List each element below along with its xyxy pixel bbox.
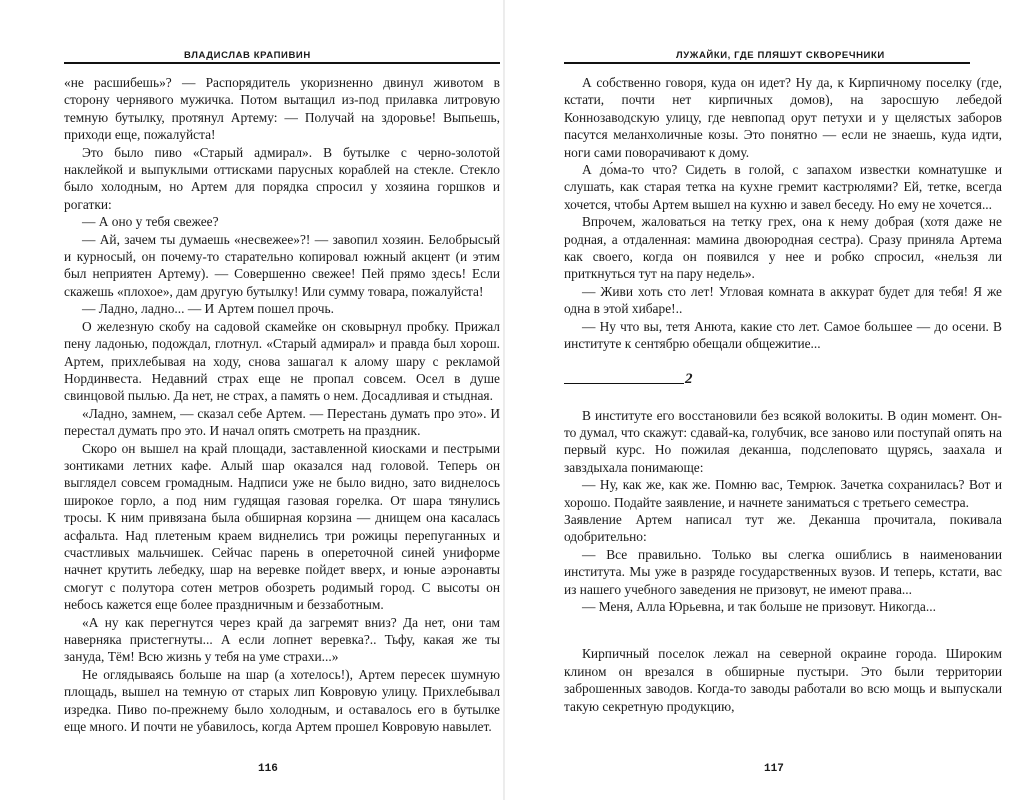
section-break — [564, 615, 1002, 645]
paragraph: В институте его восстановили без всякой волокиты. В один момент. Он-то думал, что скажут: сдавай-ка, голубчик, все заново или поступай опять на первый курс. Но пожилая деканша, подслеповато щурясь, заахала и завздыхала понимающе: — [564, 407, 1002, 475]
paragraph: О железную скобу на садовой скамейке он сковырнул пробку. Прижал пену ладонью, подождал, глотнул. «Старый адмирал» и правда был хорош. Артем, прихлебывая на ходу, снова зашагал к алому шару с рекламой Нординвеста. Недавний страх еще не пропал совсем. Осел в душе свинцовой пылью. Да нет, не страх, а память о нем. Досадливая и стыдная. — [64, 318, 500, 404]
page-number: 116 — [258, 763, 278, 775]
paragraph: — Ну, как же, как же. Помню вас, Темрюк. Зачетка сохранилась? Вот и хорошо. Подайте заявление, и начнете заниматься с третьего семестра. — [564, 477, 1002, 510]
chapter-rule — [564, 383, 684, 384]
paragraph: — Все правильно. Только вы слегка ошиблись в наименовании института. Мы уже в разряде государственных вузов. И теперь, кстати, вас из нашего учебного заведения не призовут, не имеют права... — [564, 546, 1002, 597]
paragraph: Скоро он вышел на край площади, заставленной киосками и пестрыми зонтиками летних кафе. Алый шар оказался над головой. Теперь он выглядел совсем громадным. Надписи уже не было видно, зато виднелось широкое горло, а под ним гудящая газовая горелка. От шара тянулись тросы. К ним привязана была обширная корзина — днищем она касалась асфальта. Над плетеным краем виднелись три рожицы перепуганных и счастливых мальчишек. Сейчас парень в опереточной синей униформе начнет крутить лебедку, шар на веревке пойдет вверх, и юные аэронавты смогут с полутора сотен метров обозреть родимый город. С высоты он небось кажется еще более праздничным и беззаботным. — [64, 440, 500, 613]
paragraph: Впрочем, жаловаться на тетку грех, она к нему добрая (хотя даже не родная, а отдаленная: мамина двоюродная сестра). Сразу приняла Артема как своего, когда он появился у нее и робко спросил, «нельзя ли приткнуться тут на пару недель». — [564, 214, 1002, 282]
left-page-text — [64, 74, 500, 735]
paragraph: А до́ма-то что? Сидеть в голой, с запахом известки комнатушке и слушать, как старая тетка на кухне гремит кастрюлями? Ей, тетке, всегда хочется, чтобы Артем вышел на кухню и завел беседу. Но ему не хочется... — [564, 162, 1002, 212]
left-running-head — [64, 46, 500, 64]
right-page — [540, 0, 1009, 800]
paragraph: Не оглядываясь больше на шар (а хотелось!), Артем пересек шумную площадь, вышел на темную от старых лип Ковровую улицу. Прихлебывал изредка. Пиво по-прежнему было холодным, и оставалось его в бутылке еще много. И почти не убавилось, когда Артем прошел Ковровую навылет. — [64, 666, 500, 735]
right-page-text — [564, 74, 1002, 715]
paragraph: Кирпичный поселок лежал на северной окраине города. Широким клином он врезался в обширные пустыри. Это были территории заброшенных заводов. Когда-то заводы работали во всю мощь и выпускали такую секретную продукцию, — [564, 646, 1002, 714]
paragraph: «Ладно, замнем, — сказал себе Артем. — Перестань думать про это». И перестал думать про это. И начал опять смотреть на праздник. — [64, 405, 500, 439]
chapter-number: 2 — [685, 370, 693, 387]
paragraph: «не расшибешь»? — Распорядитель укоризненно двинул животом в сторону чернявого мужичка. Потом вытащил из-под прилавка литровую темную бутылку, протянул Артему: — Получай на здоровье! Выпьешь, приходи еще, пожалуйста! — [64, 75, 500, 143]
paragraph: — А оно у тебя свежее? — [82, 214, 219, 230]
author-name: ВЛАДИСЛАВ КРАПИВИН — [184, 50, 311, 61]
paragraph: «А ну как перегнутся через край да загремят вниз? Да нет, они там наверняка пристегнуты... А если лопнет веревка?.. Тьфу, какая же ты зануда, Тём! Всю жизнь у тебя на уме страхи...» — [64, 614, 500, 665]
chapter-mark — [564, 369, 1002, 397]
paragraph: — Ладно, ладно... — И Артем пошел прочь. — [82, 301, 334, 317]
book-title: ЛУЖАЙКИ, ГДЕ ПЛЯШУТ СКВОРЕЧНИКИ — [676, 50, 885, 61]
page-number: 117 — [764, 763, 784, 775]
right-running-head — [564, 46, 970, 64]
paragraph: — Меня, Алла Юрьевна, и так больше не призовут. Никогда... — [582, 598, 936, 614]
left-page — [30, 0, 500, 800]
paragraph: А собственно говоря, куда он идет? Ну да, к Кирпичному поселку (где, кстати, почти нет кирпичных домов), на заросшую лебедой Коннозаводскую улицу, где невпопад орут петухи и у щелястых заборов пасутся меланхоличные козы. Это понятно — если не знаешь, куда идти, ноги сами поворачивают к дому. — [564, 75, 1002, 160]
paragraph: — Ну что вы, тетя Анюта, какие сто лет. Самое большее — до осени. В институте к сентябрю обещали общежитие... — [564, 318, 1002, 352]
book-gutter — [503, 0, 505, 800]
paragraph: — Живи хоть сто лет! Угловая комната в аккурат будет для тебя! Я же одна в этой хибаре!.. — [564, 283, 1002, 317]
paragraph: Заявление Артем написал тут же. Деканша прочитала, покивала одобрительно: — [564, 511, 1002, 545]
paragraph: Это было пиво «Старый адмирал». В бутылке с черно-золотой наклейкой и выпуклыми оттисками парусных кораблей на стекле. Стекло было холодным, но Артем для порядка спросил у хозяина горшков и рогатки: — [64, 144, 500, 212]
paragraph: — Ай, зачем ты думаешь «несвежее»?! — завопил хозяин. Белобрысый и курносый, он почему-то старательно копировал южный акцент (и этим был неприятен Артему). — Совершенно свежее! Пей прямо здесь! Если скажешь «плохое», дам другую бутылку! Или сумму товара, пожалуйста! — [64, 231, 500, 299]
